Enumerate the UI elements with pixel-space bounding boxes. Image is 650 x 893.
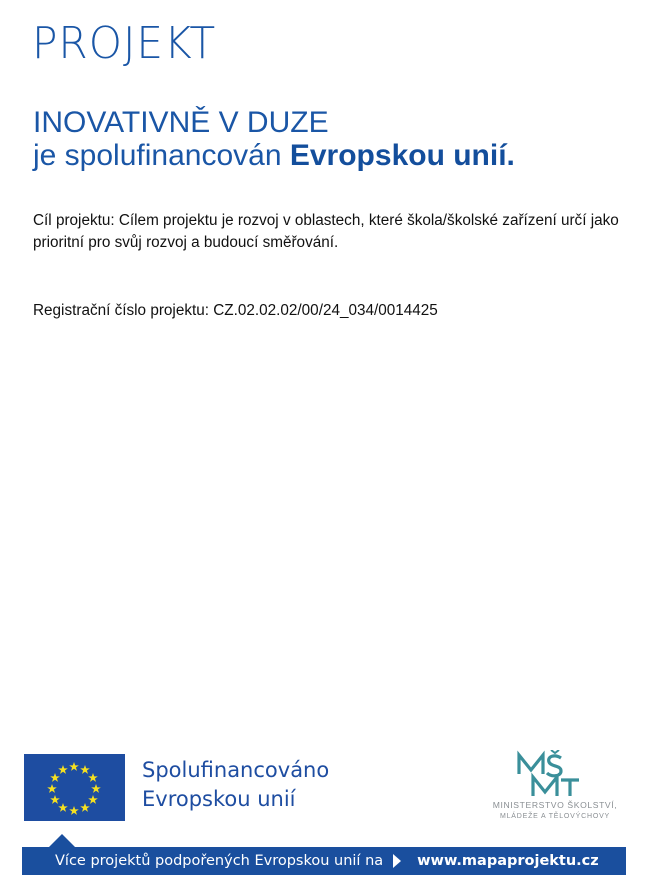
project-goal: Cíl projektu: Cílem projektu je rozvoj v oblastech, které škola/školské zařízení určí jako prioritní pro svůj rozvoj a budoucí směřování. <box>33 212 619 251</box>
project-heading <box>33 106 515 172</box>
eu-label-line2: Evropskou unií <box>142 787 296 811</box>
cofinanced-line <box>33 139 515 172</box>
msmt-logo-icon <box>515 750 585 800</box>
banner-text: Více projektů podpořených Evropskou unií na <box>55 853 384 869</box>
cofinanced-eu: Evropskou unií. <box>289 139 515 172</box>
registration-number: Registrační číslo projektu: CZ.02.02.02/00/24_034/0014425 <box>33 302 438 319</box>
eu-cofinanced-label <box>142 756 329 814</box>
triangle-right-icon <box>393 854 401 868</box>
page-title: PROJEKT <box>32 18 217 69</box>
ministry-label-line1: MINISTERSTVO ŠKOLSTVÍ, <box>492 800 618 810</box>
ministry-label-line2: MLÁDEŽE A TĚLOVÝCHOVY <box>499 813 611 820</box>
banner-pointer <box>48 834 76 848</box>
cofinanced-prefix: je spolufinancován <box>33 139 282 172</box>
project-name: INOVATIVNĚ V DUZE <box>33 106 329 139</box>
eu-flag-icon <box>24 754 125 821</box>
mapaprojektu-link[interactable]: www.mapaprojektu.cz <box>417 853 599 869</box>
eu-label-line1: Spolufinancováno <box>142 758 330 782</box>
ministry-label <box>480 800 630 822</box>
more-projects-banner[interactable] <box>22 847 626 875</box>
